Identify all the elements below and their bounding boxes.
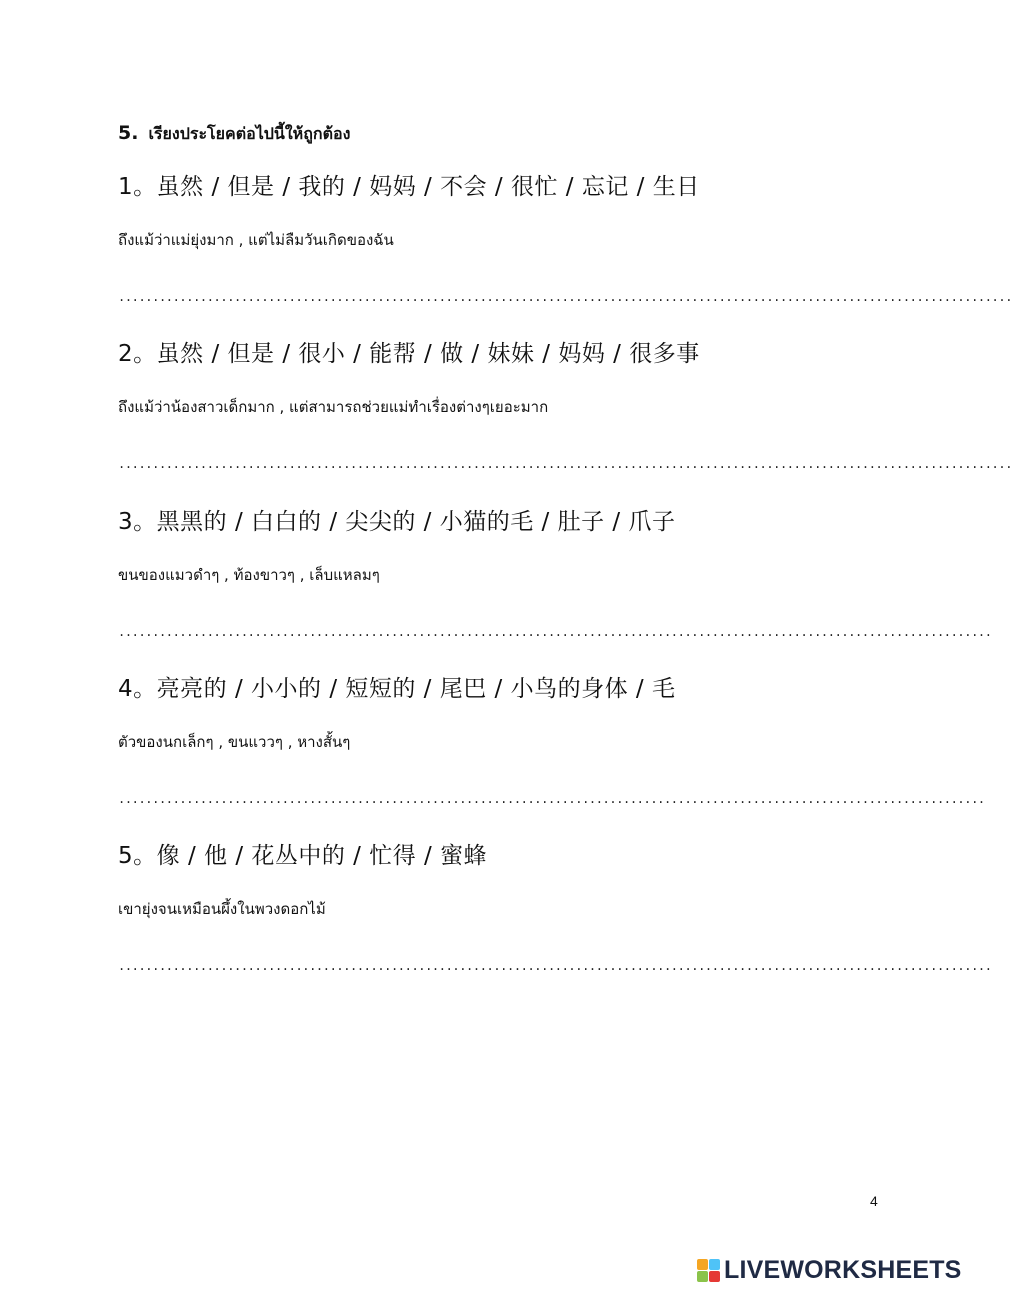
- exercise-item-1: [118, 172, 1012, 304]
- answer-line[interactable]: ...................................................................................................................................: [118, 457, 1012, 471]
- word-prompt: 4。亮亮的 / 小小的 / 短短的 / 尾巴 / 小鸟的身体 / 毛: [118, 676, 676, 702]
- exercise-item-3: [118, 507, 992, 639]
- brand-name: LIVEWORKSHEETS: [724, 1256, 962, 1284]
- word-prompt: 1。虽然 / 但是 / 我的 / 妈妈 / 不会 / 很忙 / 忘记 / 生日: [118, 174, 700, 200]
- logo-square-1: [697, 1259, 708, 1270]
- section-heading: [118, 122, 350, 147]
- liveworksheets-logo-icon: [697, 1259, 720, 1282]
- thai-hint: ขนของแมวดำๆ , ท้องขาวๆ , เล็บแหลมๆ: [118, 566, 380, 584]
- word-prompt: 3。黑黑的 / 白白的 / 尖尖的 / 小猫的毛 / 肚子 / 爪子: [118, 509, 676, 535]
- logo-square-2: [709, 1259, 720, 1270]
- logo-square-3: [697, 1271, 708, 1282]
- logo-square-4: [709, 1271, 720, 1282]
- section-instructions: เรียงประโยคต่อไปนี้ให้ถูกต้อง: [148, 124, 351, 143]
- thai-hint: เขายุ่งจนเหมือนผึ้งในพวงดอกไม้: [118, 900, 326, 918]
- answer-line[interactable]: ...................................................................................................................................: [118, 290, 1012, 304]
- answer-line[interactable]: ...............................................................................................................................: [118, 792, 985, 806]
- thai-hint: ถึงแม้ว่าแม่ยุ่งมาก , แต่ไม่ลืมวันเกิดของฉัน: [118, 231, 394, 249]
- brand-logo[interactable]: [697, 1256, 962, 1285]
- exercise-item-5: [118, 841, 992, 973]
- section-number: 5.: [118, 122, 139, 144]
- word-prompt: 5。像 / 他 / 花丛中的 / 忙得 / 蜜蜂: [118, 843, 488, 869]
- thai-hint: ตัวของนกเล็กๆ , ขนแววๆ , หางสั้นๆ: [118, 733, 351, 751]
- answer-line[interactable]: ................................................................................................................................: [118, 625, 992, 639]
- exercise-item-2: [118, 339, 1012, 471]
- exercise-item-4: [118, 674, 985, 806]
- thai-hint: ถึงแม้ว่าน้องสาวเด็กมาก , แต่สามารถช่วยแม่ทำเรื่องต่างๆเยอะมาก: [118, 398, 549, 416]
- page-number: 4: [870, 1193, 878, 1209]
- answer-line[interactable]: ................................................................................................................................: [118, 959, 992, 973]
- word-prompt: 2。虽然 / 但是 / 很小 / 能帮 / 做 / 妹妹 / 妈妈 / 很多事: [118, 341, 700, 367]
